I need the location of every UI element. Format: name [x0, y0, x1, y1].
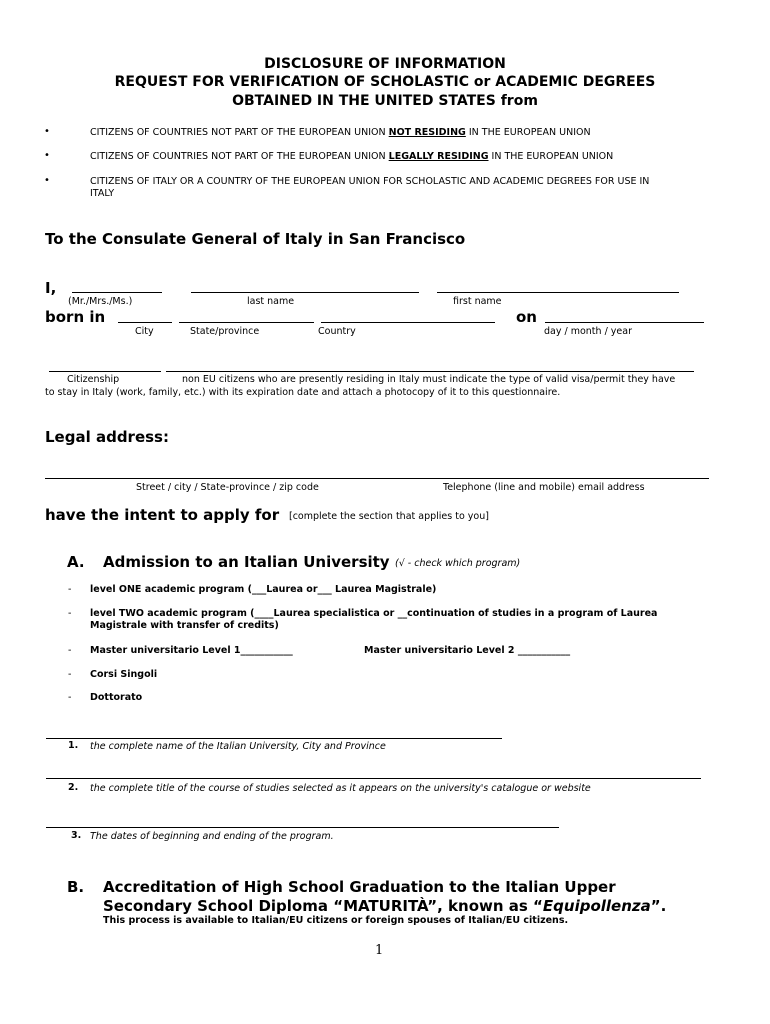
page-number: 1	[375, 943, 384, 958]
country-field[interactable]	[321, 322, 495, 323]
first-name-field[interactable]	[437, 292, 679, 293]
city-label: City	[135, 326, 154, 337]
field-2-label: the complete title of the course of studies selected as it appears on the university's catalogue or website	[90, 783, 591, 794]
legal-address-heading: Legal address:	[45, 428, 169, 446]
last-name-label: last name	[247, 296, 295, 307]
bullet-2	[90, 151, 613, 163]
bullet-2-pre: CITIZENS OF COUNTRIES NOT PART OF THE EUROPEAN UNION	[90, 151, 389, 162]
contact-label: Telephone (line and mobile) email address	[443, 482, 645, 493]
intent-note: [complete the section that applies to you]	[289, 511, 489, 522]
section-b-title-post: ”.	[650, 897, 667, 915]
bullet-2-post: IN THE EUROPEAN UNION	[488, 151, 614, 162]
option-level-two-line-2: Magistrale with transfer of credits)	[90, 620, 279, 631]
bullet-1-dot: •	[44, 126, 50, 137]
street-label: Street / city / State-province / zip code	[136, 482, 319, 493]
option-2-dash: -	[68, 608, 72, 619]
program-dates-field[interactable]	[46, 827, 559, 828]
visa-note-line-1: non EU citizens who are presently residing in Italy must indicate the type of valid visa/permit they have	[182, 374, 676, 385]
bullet-2-emphasis: LEGALLY RESIDING	[388, 151, 489, 162]
section-b-letter: B.	[67, 878, 85, 896]
country-label: Country	[318, 326, 356, 337]
section-a-title: Admission to an Italian University	[103, 553, 390, 571]
option-dottorato[interactable]: Dottorato	[90, 692, 143, 703]
section-b-title-line-1: Accreditation of High School Graduation to the Italian Upper	[103, 878, 616, 896]
option-corsi-singoli[interactable]: Corsi Singoli	[90, 669, 158, 680]
bullet-1	[90, 127, 591, 139]
section-a-letter: A.	[67, 553, 85, 571]
legal-address-field[interactable]	[45, 478, 709, 479]
bullet-3-line-2: ITALY	[90, 188, 115, 199]
citizenship-field[interactable]	[49, 371, 161, 372]
i-label: I,	[45, 279, 57, 297]
course-title-field[interactable]	[46, 778, 701, 779]
intent-heading: have the intent to apply for	[45, 506, 280, 524]
option-5-dash: -	[68, 692, 72, 703]
title-line-3: OBTAINED IN THE UNITED STATES from	[232, 93, 538, 109]
option-4-dash: -	[68, 669, 72, 680]
field-3-number: 3.	[71, 830, 82, 841]
visa-note-line-2: to stay in Italy (work, family, etc.) with its expiration date and attach a photocopy of it to this questionnaire.	[45, 387, 561, 398]
section-b-note: This process is available to Italian/EU citizens or foreign spouses of Italian/EU citizens.	[103, 915, 569, 926]
option-level-one[interactable]: level ONE academic program (___Laurea or___ Laurea Magistrale)	[90, 584, 437, 595]
option-1-dash: -	[68, 584, 72, 595]
title-label: (Mr./Mrs./Ms.)	[68, 296, 133, 307]
option-master-level-1[interactable]: Master universitario Level 1___________	[90, 645, 293, 656]
bullet-1-post: IN THE EUROPEAN UNION	[465, 127, 591, 138]
born-in-label: born in	[45, 308, 106, 326]
state-label: State/province	[190, 326, 260, 337]
field-3-label: The dates of beginning and ending of the program.	[90, 831, 334, 842]
date-label: day / month / year	[544, 326, 632, 337]
bullet-1-emphasis: NOT RESIDING	[388, 127, 466, 138]
section-a-hint: (√ - check which program)	[395, 558, 521, 569]
option-master-level-2[interactable]: Master universitario Level 2 ___________	[364, 645, 571, 656]
title-field[interactable]	[72, 292, 162, 293]
section-b-title-line-2	[103, 897, 666, 915]
visa-field[interactable]	[166, 371, 694, 372]
title-line-1: DISCLOSURE OF INFORMATION	[264, 56, 506, 72]
section-b-title-pre: Secondary School Diploma “MATURITÀ”, known as “	[103, 897, 543, 915]
bullet-3-dot: •	[44, 175, 50, 186]
state-field[interactable]	[179, 322, 314, 323]
field-1-label: the complete name of the Italian University, City and Province	[90, 741, 386, 752]
bullet-2-dot: •	[44, 150, 50, 161]
option-3-dash: -	[68, 645, 72, 656]
citizenship-label: Citizenship	[67, 374, 120, 385]
field-1-number: 1.	[68, 740, 79, 751]
first-name-label: first name	[453, 296, 502, 307]
last-name-field[interactable]	[191, 292, 419, 293]
city-field[interactable]	[118, 322, 172, 323]
option-level-two[interactable]: level TWO academic program (____Laurea specialistica or __continuation of studies in a program of Laurea	[90, 608, 658, 619]
consulate-heading: To the Consulate General of Italy in San Francisco	[45, 230, 466, 248]
birth-date-field[interactable]	[545, 322, 704, 323]
bullet-1-pre: CITIZENS OF COUNTRIES NOT PART OF THE EUROPEAN UNION	[90, 127, 389, 138]
on-label: on	[516, 308, 537, 326]
field-2-number: 2.	[68, 782, 79, 793]
section-b-title-emphasis: Equipollenza	[542, 897, 651, 915]
title-line-2: REQUEST FOR VERIFICATION OF SCHOLASTIC or ACADEMIC DEGREES	[114, 74, 656, 90]
bullet-3-line-1: CITIZENS OF ITALY OR A COUNTRY OF THE EUROPEAN UNION FOR SCHOLASTIC AND ACADEMIC DEGREES FOR USE IN	[90, 176, 650, 187]
university-name-field[interactable]	[46, 738, 502, 739]
